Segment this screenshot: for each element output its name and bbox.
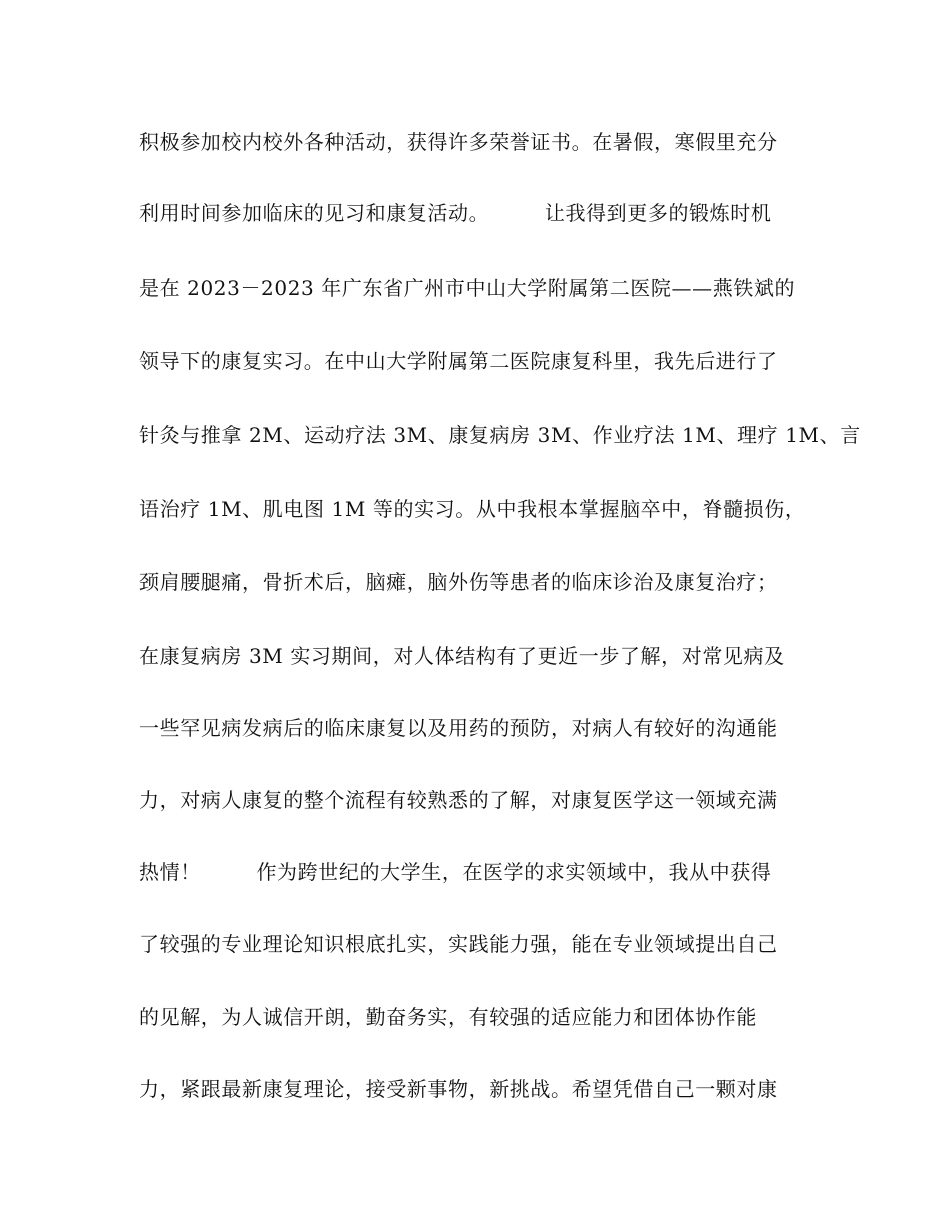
text-line: 积极参加校内校外各种活动，获得许多荣誉证书。在暑假，寒假里充分: [139, 130, 778, 154]
text-line: 力，对病人康复的整个流程有较熟悉的了解，对康复医学这一领域充满: [139, 788, 778, 812]
text-line: 力，紧跟最新康复理论，接受新事物，新挑战。希望凭借自己一颗对康: [139, 1077, 778, 1101]
text-line: 一些罕见病发病后的临床康复以及用药的预防，对病人有较好的沟通能: [139, 716, 778, 740]
text-line: 颈肩腰腿痛，骨折术后，脑瘫，脑外伤等患者的临床诊治及康复治疗；: [139, 570, 778, 594]
text-line: 在康复病房 3M 实习期间，对人体结构有了更近一步了解，对常见病及: [139, 644, 785, 668]
text-line: 了较强的专业理论知识根底扎实，实践能力强，能在专业领域提出自己: [139, 932, 778, 956]
text-line: 利用时间参加临床的见习和康复活动。 让我得到更多的锻炼时机: [139, 201, 772, 225]
text-line: 语治疗 1M、肌电图 1M 等的实习。从中我根本掌握脑卒中，脊髓损伤，: [139, 497, 806, 521]
text-line: 的见解，为人诚信开朗，勤奋务实，有较强的适应能力和团体协作能: [139, 1005, 757, 1029]
text-line: 领导下的康复实习。在中山大学附属第二医院康复科里，我先后进行了: [139, 349, 778, 373]
text-line: 是在 2023－2023 年广东省广州市中山大学附属第二医院——燕铁斌的: [139, 276, 796, 300]
text-line: 针灸与推拿 2M、运动疗法 3M、康复病房 3M、作业疗法 1M、理疗 1M、言: [139, 423, 861, 447]
text-line: 热情！ 作为跨世纪的大学生，在医学的求实领域中，我从中获得: [139, 860, 772, 884]
